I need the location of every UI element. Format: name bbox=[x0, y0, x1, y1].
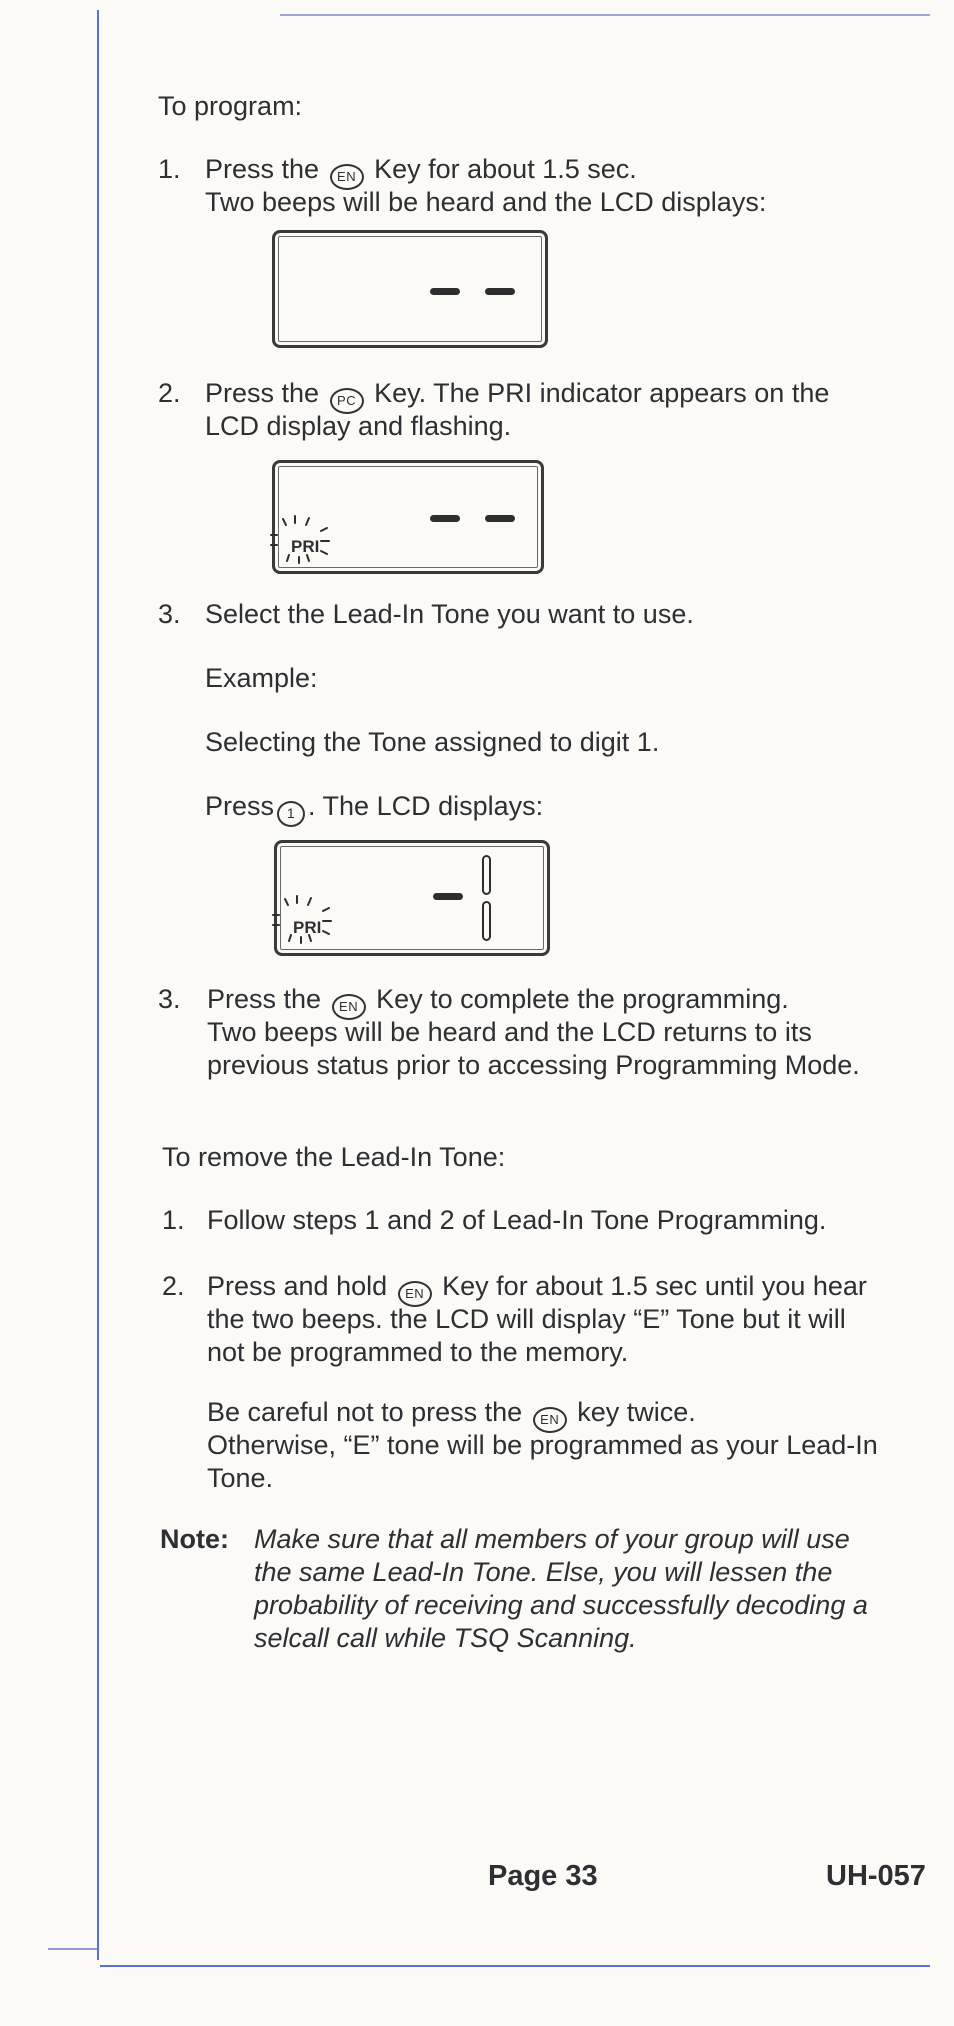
remove2-number: 2. bbox=[162, 1271, 185, 1301]
remove2-line3: not be programmed to the memory. bbox=[207, 1337, 629, 1367]
en-key-icon: EN bbox=[398, 1281, 432, 1307]
note-label: Note: bbox=[160, 1524, 229, 1554]
step3-line1: Select the Lead-In Tone you want to use. bbox=[205, 599, 694, 629]
example-label: Example: bbox=[205, 663, 318, 693]
en-key-icon: EN bbox=[332, 994, 366, 1020]
lcd-display-1 bbox=[272, 230, 548, 348]
step3-number: 3. bbox=[158, 599, 181, 629]
step2-text-b: Key. The PRI indicator appears on the bbox=[374, 378, 830, 408]
lcd-display-2 bbox=[272, 460, 544, 574]
note-line1: Make sure that all members of your group will use bbox=[254, 1524, 850, 1554]
lcd-dash bbox=[430, 515, 460, 522]
margin-tick bbox=[48, 1948, 98, 1950]
lcd-digit-segment-upper bbox=[482, 855, 491, 895]
lcd-dash bbox=[430, 288, 460, 295]
remove2-line2: the two beeps. the LCD will display “E” Tone but it will bbox=[207, 1304, 846, 1334]
program-heading: To program: bbox=[158, 91, 303, 121]
step1-line1 bbox=[205, 153, 637, 190]
step1-text-a: Press the bbox=[205, 154, 320, 184]
remove1-number: 1. bbox=[162, 1205, 185, 1235]
lcd-dash bbox=[485, 515, 515, 522]
page-number: Page 33 bbox=[488, 1860, 598, 1892]
en-key-icon: EN bbox=[533, 1407, 567, 1433]
caution-text-a: Be careful not to press the bbox=[207, 1397, 523, 1427]
margin-line-left bbox=[97, 10, 99, 1960]
step1-number: 1. bbox=[158, 154, 181, 184]
lcd-dash bbox=[433, 893, 463, 900]
step4-text-b: Key to complete the programming. bbox=[376, 984, 789, 1014]
step4-text-a: Press the bbox=[207, 984, 322, 1014]
step4-line3: previous status prior to accessing Programming Mode. bbox=[207, 1050, 860, 1080]
step4-line1 bbox=[207, 983, 789, 1020]
step4-line2: Two beeps will be heard and the LCD returns to its bbox=[207, 1017, 812, 1047]
lcd-display-3 bbox=[274, 840, 550, 956]
press-text: Press bbox=[205, 791, 275, 821]
remove-heading: To remove the Lead-In Tone: bbox=[162, 1142, 506, 1172]
caution-line2: Otherwise, “E” tone will be programmed as your Lead-In bbox=[207, 1430, 878, 1460]
caution-line3: Tone. bbox=[207, 1463, 274, 1493]
step2-number: 2. bbox=[158, 378, 181, 408]
lcd-displays-text: . The LCD displays: bbox=[308, 791, 544, 821]
margin-line-top bbox=[280, 14, 930, 16]
lcd-dash bbox=[485, 288, 515, 295]
step2-text-a: Press the bbox=[205, 378, 320, 408]
note-line3: probability of receiving and successfully decoding a bbox=[254, 1590, 868, 1620]
lcd-digit-segment-lower bbox=[482, 901, 491, 941]
caution-line1 bbox=[207, 1396, 696, 1433]
remove2-text-a: Press and hold bbox=[207, 1271, 388, 1301]
step1-text-b: Key for about 1.5 sec. bbox=[374, 154, 637, 184]
remove2-line1 bbox=[207, 1270, 867, 1307]
step2-line2: LCD display and flashing. bbox=[205, 411, 512, 441]
en-key-icon: EN bbox=[330, 164, 364, 190]
pri-indicator: PRI bbox=[293, 918, 322, 937]
step2-line1 bbox=[205, 377, 829, 414]
caution-text-b: key twice. bbox=[577, 1397, 696, 1427]
digit-one-key-icon: 1 bbox=[277, 801, 305, 827]
step4-number: 3. bbox=[158, 984, 181, 1014]
remove2-text-b: Key for about 1.5 sec until you hear bbox=[442, 1271, 867, 1301]
press-one-line bbox=[205, 790, 543, 827]
note-line4: selcall call while TSQ Scanning. bbox=[254, 1623, 637, 1653]
margin-line-bottom bbox=[100, 1965, 930, 1967]
pri-indicator: PRI bbox=[291, 537, 320, 556]
pc-key-icon: PC bbox=[330, 388, 364, 414]
document-code: UH-057 bbox=[826, 1860, 926, 1892]
note-line2: the same Lead-In Tone. Else, you will lessen the bbox=[254, 1557, 833, 1587]
step1-line2: Two beeps will be heard and the LCD displays: bbox=[205, 187, 767, 217]
example-text: Selecting the Tone assigned to digit 1. bbox=[205, 727, 660, 757]
remove1-line1: Follow steps 1 and 2 of Lead-In Tone Programming. bbox=[207, 1205, 827, 1235]
